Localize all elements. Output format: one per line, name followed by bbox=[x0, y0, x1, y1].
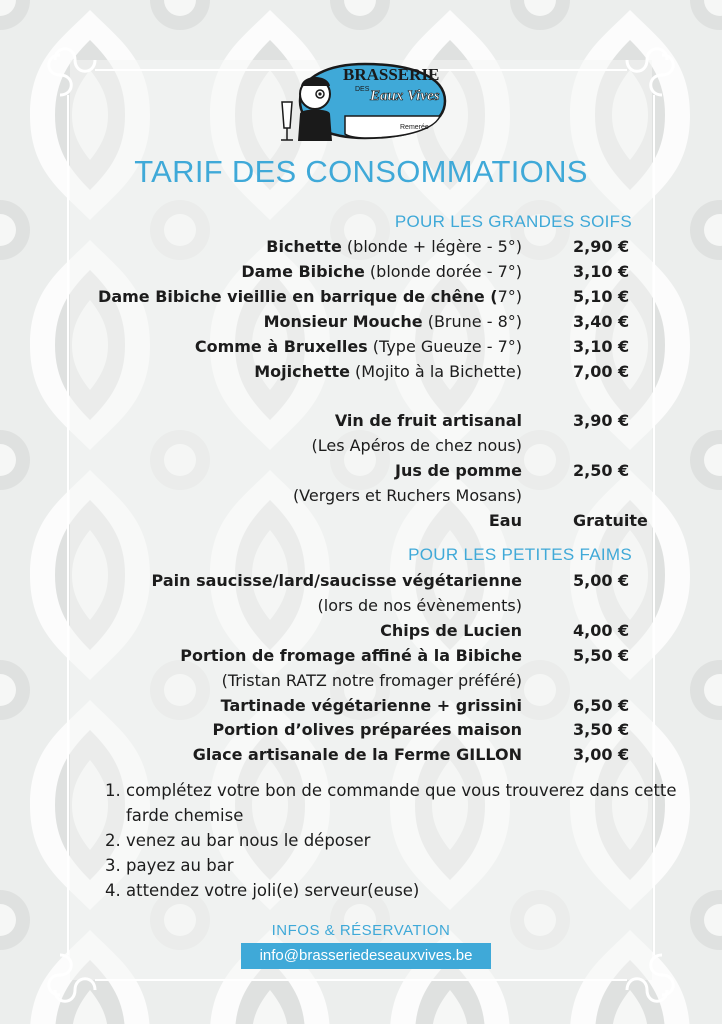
item-price: 5,50 € bbox=[573, 646, 630, 665]
item-name: Glace artisanale de la Ferme GILLON bbox=[192, 745, 522, 764]
item-desc: (Type Gueuze - 7°) bbox=[367, 337, 522, 356]
section-heading-drinks: POUR LES GRANDES SOIFS bbox=[394, 212, 632, 231]
brasserie-logo bbox=[270, 56, 455, 146]
logo-eaux-vives-text: Eaux Vives bbox=[370, 88, 440, 104]
item-price: 6,50 € bbox=[573, 696, 630, 715]
item-price: 2,90 € bbox=[573, 237, 630, 256]
item-price: 2,50 € bbox=[573, 461, 630, 480]
item-name: Mojichette bbox=[254, 362, 350, 381]
logo-location-text: Remerée bbox=[400, 124, 429, 131]
item-name: Pain saucisse/lard/saucisse végétarienne bbox=[151, 571, 522, 590]
item-desc: (blonde + légère - 5°) bbox=[341, 237, 522, 256]
step-item: 3. payez au bar bbox=[126, 853, 686, 878]
menu-item bbox=[0, 234, 722, 259]
item-desc: (Mojito à la Bichette) bbox=[349, 362, 522, 381]
item-price: 3,00 € bbox=[573, 745, 630, 764]
item-price: 4,00 € bbox=[573, 621, 630, 640]
logo-des-text: DES bbox=[355, 86, 370, 93]
item-price: 3,90 € bbox=[573, 411, 630, 430]
item-price: 7,00 € bbox=[573, 362, 630, 381]
item-name: Dame Bibiche vieillie en barrique de chêne ( bbox=[98, 287, 498, 306]
item-price: 5,10 € bbox=[573, 287, 630, 306]
item-desc: (Brune - 8°) bbox=[422, 312, 522, 331]
info-label: INFOS & RÉSERVATION bbox=[271, 922, 451, 939]
step-item: 2. venez au bar nous le déposer bbox=[126, 828, 686, 853]
item-price: 3,10 € bbox=[573, 262, 630, 281]
menu-item bbox=[0, 643, 722, 668]
item-name: Monsieur Mouche bbox=[263, 312, 423, 331]
item-price: 3,40 € bbox=[573, 312, 630, 331]
page-title: TARIF DES CONSOMMATIONS bbox=[134, 154, 588, 189]
menu-item bbox=[0, 359, 722, 384]
item-name: Eau bbox=[488, 511, 522, 530]
item-price: 3,10 € bbox=[573, 337, 630, 356]
item-desc: 7°) bbox=[497, 287, 522, 306]
item-name: Portion d’olives préparées maison bbox=[212, 720, 522, 739]
item-name: Portion de fromage affiné à la Bibiche bbox=[180, 646, 522, 665]
menu-item-note bbox=[0, 483, 722, 508]
menu-item bbox=[0, 618, 722, 643]
ordering-steps bbox=[96, 778, 686, 903]
menu-item bbox=[0, 334, 722, 359]
item-note: (Vergers et Ruchers Mosans) bbox=[292, 486, 522, 505]
item-price: 3,50 € bbox=[573, 720, 630, 739]
step-item: 4. attendez votre joli(e) serveur(euse) bbox=[126, 878, 686, 903]
menu-item bbox=[0, 284, 722, 309]
item-note: (Tristan RATZ notre fromager préféré) bbox=[221, 671, 522, 690]
item-name: Chips de Lucien bbox=[380, 621, 522, 640]
menu-item bbox=[0, 458, 722, 483]
item-note: (Les Apéros de chez nous) bbox=[311, 436, 522, 455]
item-note: (lors de nos évènements) bbox=[317, 596, 522, 615]
menu-item-note bbox=[0, 433, 722, 458]
item-name: Bichette bbox=[266, 237, 342, 256]
menu-item bbox=[0, 742, 722, 767]
item-name: Dame Bibiche bbox=[241, 262, 365, 281]
logo-brasserie-text: BRASSERIE bbox=[343, 65, 440, 84]
contact-email-link[interactable]: info@brasseriedeseauxvives.be bbox=[241, 943, 491, 969]
menu-item bbox=[0, 309, 722, 334]
item-desc: (blonde dorée - 7°) bbox=[364, 262, 522, 281]
item-price: Gratuite bbox=[573, 511, 648, 530]
item-name: Vin de fruit artisanal bbox=[334, 411, 522, 430]
item-price: 5,00 € bbox=[573, 571, 630, 590]
item-name: Tartinade végétarienne + grissini bbox=[220, 696, 522, 715]
step-item: 1. complétez votre bon de commande que vous trouverez dans cette farde chemise bbox=[126, 778, 686, 828]
section-heading-food: POUR LES PETITES FAIMS bbox=[408, 545, 632, 564]
menu-item bbox=[0, 408, 722, 433]
menu-item-note bbox=[0, 668, 722, 693]
item-name: Jus de pomme bbox=[395, 461, 522, 480]
menu-item bbox=[0, 693, 722, 718]
menu-item bbox=[0, 717, 722, 742]
menu-item bbox=[0, 568, 722, 593]
menu-item bbox=[0, 259, 722, 284]
item-name: Comme à Bruxelles bbox=[194, 337, 368, 356]
menu-item bbox=[0, 508, 722, 533]
menu-item-note bbox=[0, 593, 722, 618]
